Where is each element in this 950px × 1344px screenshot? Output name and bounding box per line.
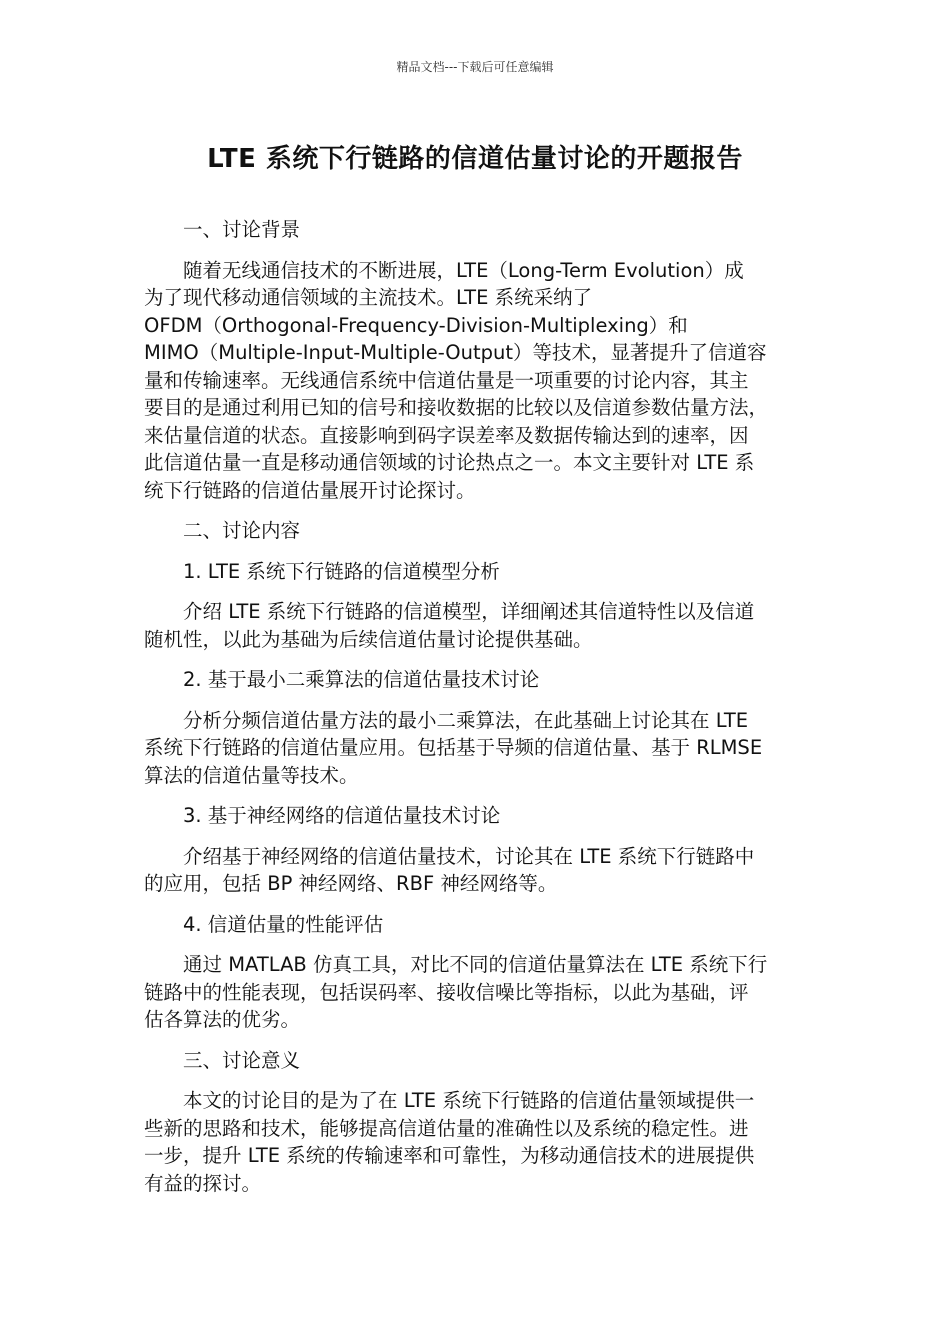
item-heading-4: 4. 信道估量的性能评估 — [183, 912, 384, 936]
significance-paragraph — [144, 1087, 810, 1197]
item-paragraph-4 — [144, 951, 810, 1034]
text-line: 为了现代移动通信领域的主流技术。LTE 系统采纳了 — [144, 286, 593, 309]
item-heading-3: 3. 基于神经网络的信道估量技术讨论 — [183, 804, 501, 827]
text-line: 的应用，包括 BP 神经网络、RBF 神经网络等。 — [144, 872, 558, 895]
section-heading-content: 二、讨论内容 — [183, 519, 301, 542]
section-heading-significance: 三、讨论意义 — [183, 1048, 301, 1072]
text-line: 随着无线通信技术的不断进展，LTE（Long-Term Evolution）成 — [183, 258, 744, 282]
text-line: 要目的是通过利用已知的信号和接收数据的比较以及信道参数估量方法， — [144, 396, 769, 419]
text-line: 来估量信道的状态。直接影响到码字误差率及数据传输达到的速率，因 — [144, 423, 749, 447]
item-paragraph-3 — [144, 843, 810, 898]
text-line: 通过 MATLAB 仿真工具，对比不同的信道估量算法在 LTE 系统下行 — [183, 953, 768, 976]
text-line: 链路中的性能表现，包括误码率、接收信噪比等指标，以此为基础，评 — [144, 980, 749, 1004]
text-line: 分析分频信道估量方法的最小二乘算法，在此基础上讨论其在 LTE — [183, 708, 749, 732]
text-line: 介绍基于神经网络的信道估量技术，讨论其在 LTE 系统下行链路中 — [183, 844, 755, 868]
text-line: OFDM（Orthogonal-Frequency-Division-Multiplexing）和 — [144, 313, 688, 337]
document-title: LTE 系统下行链路的信道估量讨论的开题报告 — [207, 144, 743, 174]
text-line: MIMO（Multiple-Input-Multiple-Output）等技术，显著提升了信道容 — [144, 341, 767, 364]
text-line: 估各算法的优劣。 — [144, 1008, 301, 1031]
text-line: 统下行链路的信道估量展开讨论探讨。 — [144, 478, 476, 502]
text-line: 介绍 LTE 系统下行链路的信道模型，详细阐述其信道特性以及信道 — [183, 600, 755, 623]
item-heading-2: 2. 基于最小二乘算法的信道估量技术讨论 — [183, 668, 540, 691]
text-line: 一步，提升 LTE 系统的传输速率和可靠性，为移动通信技术的进展提供 — [144, 1144, 755, 1167]
text-line: 本文的讨论目的是为了在 LTE 系统下行链路的信道估量领域提供一 — [183, 1089, 755, 1112]
text-line: 系统下行链路的信道估量应用。包括基于导频的信道估量、基于 RLMSE — [144, 736, 763, 759]
section-heading-background: 一、讨论背景 — [183, 218, 301, 241]
text-line: 有益的探讨。 — [144, 1171, 262, 1195]
item-heading-1: 1. LTE 系统下行链路的信道模型分析 — [183, 559, 500, 583]
header-note: 精品文档---下载后可任意编辑 — [396, 60, 554, 74]
text-line: 量和传输速率。无线通信系统中信道估量是一项重要的讨论内容，其主 — [144, 368, 749, 392]
text-line: 算法的信道估量等技术。 — [144, 763, 359, 787]
text-line: 此信道估量一直是移动通信领域的讨论热点之一。本文主要针对 LTE 系 — [144, 451, 755, 474]
document-body — [144, 216, 810, 1210]
item-paragraph-2 — [144, 707, 810, 790]
text-line: 随机性，以此为基础为后续信道估量讨论提供基础。 — [144, 627, 593, 651]
item-paragraph-1 — [144, 598, 810, 653]
text-line: 些新的思路和技术，能够提高信道估量的准确性以及系统的稳定性。进 — [144, 1116, 749, 1140]
background-paragraph — [144, 257, 810, 505]
